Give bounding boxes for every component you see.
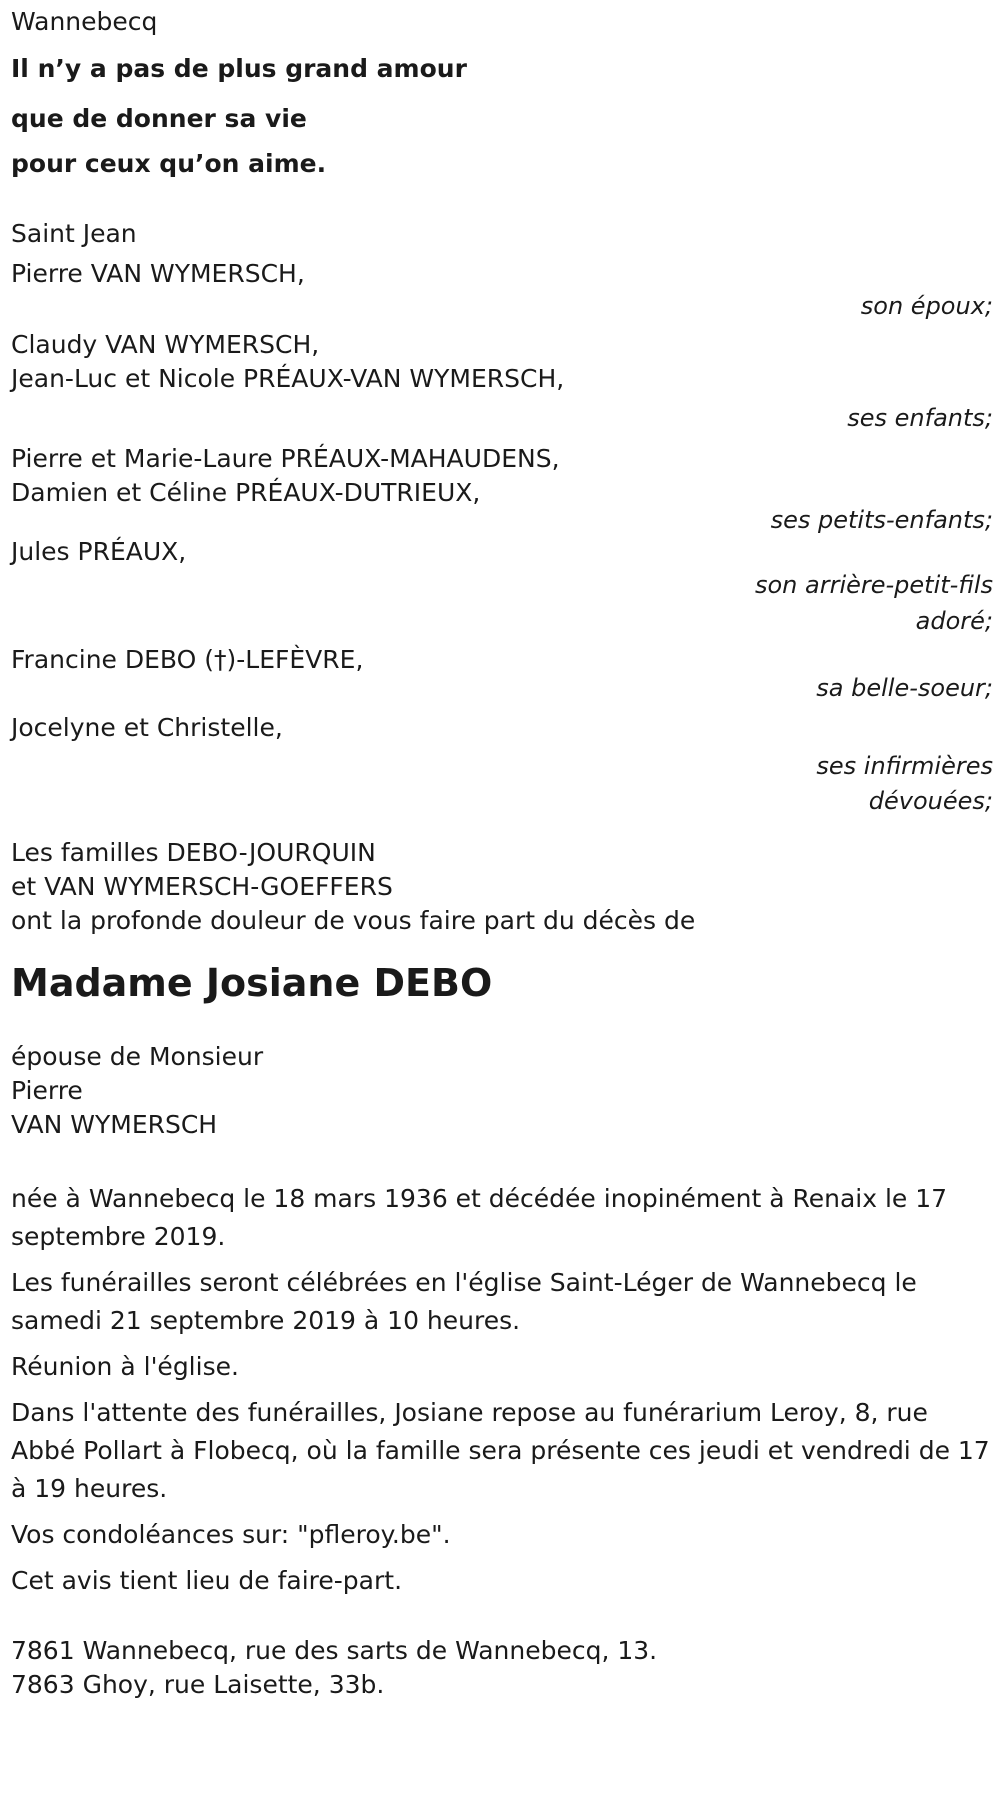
detail-paragraph: née à Wannebecq le 18 mars 1936 et décédée inopinément à Renaix le 17 septembre 2019. xyxy=(11,1184,948,1251)
family-relation: ses petits-enfants; xyxy=(770,506,993,534)
detail-paragraph: Cet avis tient lieu de faire-part. xyxy=(11,1566,403,1595)
families-line: ont la profonde douleur de vous faire part du décès de xyxy=(11,906,696,935)
family-relation: adoré; xyxy=(915,607,993,635)
family-names: Claudy VAN WYMERSCH, xyxy=(11,330,320,359)
family-group xyxy=(11,254,993,326)
family-relation: ses infirmières xyxy=(816,752,993,780)
detail-paragraph: Dans l'attente des funérailles, Josiane repose au funérarium Leroy, 8, rue Abbé Pollart à Flobecq, où la famille sera présente ces jeudi et vendredi de 17 à 19 heures. xyxy=(11,1398,990,1503)
family-names: Jocelyne et Christelle, xyxy=(11,713,283,742)
verse-line: que de donner sa vie xyxy=(11,104,307,133)
family-names: Francine DEBO (†)-LEFÈVRE, xyxy=(11,645,364,674)
detail-paragraph: Les funérailles seront célébrées en l'église Saint-Léger de Wannebecq le samedi 21 septembre 2019 à 10 heures. xyxy=(11,1268,917,1335)
spouse-line: VAN WYMERSCH xyxy=(11,1110,218,1139)
family-names: Jules PRÉAUX, xyxy=(11,537,187,566)
deceased-name: Madame Josiane DEBO xyxy=(11,961,493,1005)
details xyxy=(11,1180,993,1600)
family-relation: sa belle-soeur; xyxy=(816,674,993,702)
family-names: Pierre et Marie-Laure PRÉAUX-MAHAUDENS, xyxy=(11,444,560,473)
family-relation: ses enfants; xyxy=(847,404,993,432)
family-names: Damien et Céline PRÉAUX-DUTRIEUX, xyxy=(11,478,481,507)
family-relation: son époux; xyxy=(860,292,993,320)
family-relation: dévouées; xyxy=(868,787,993,815)
verse-line: Il n’y a pas de plus grand amour xyxy=(11,54,467,83)
family-names: Pierre VAN WYMERSCH, xyxy=(11,259,305,288)
family-group xyxy=(11,532,993,638)
death-notice xyxy=(11,0,993,1702)
detail-paragraph: Vos condoléances sur: "pfleroy.be". xyxy=(11,1520,451,1549)
verse-line: pour ceux qu’on aime. xyxy=(11,149,327,178)
family-group xyxy=(11,442,993,540)
place-name: Wannebecq xyxy=(11,7,158,36)
spouse-line: épouse de Monsieur xyxy=(11,1042,264,1071)
family-group xyxy=(11,640,993,708)
verse xyxy=(11,44,993,184)
family-names: Jean-Luc et Nicole PRÉAUX-VAN WYMERSCH, xyxy=(11,364,565,393)
verse-attribution: Saint Jean xyxy=(11,219,137,248)
family-relation: son arrière-petit-fils xyxy=(754,571,993,599)
detail-paragraph: Réunion à l'église. xyxy=(11,1352,239,1381)
address-line: 7863 Ghoy, rue Laisette, 33b. xyxy=(11,1670,385,1699)
families-line: Les familles DEBO-JOURQUIN xyxy=(11,838,376,867)
spouse-line: Pierre xyxy=(11,1076,83,1105)
family-group xyxy=(11,328,993,438)
families-line: et VAN WYMERSCH-GOEFFERS xyxy=(11,872,393,901)
family-group xyxy=(11,708,993,816)
address-line: 7861 Wannebecq, rue des sarts de Wannebecq, 13. xyxy=(11,1636,658,1665)
